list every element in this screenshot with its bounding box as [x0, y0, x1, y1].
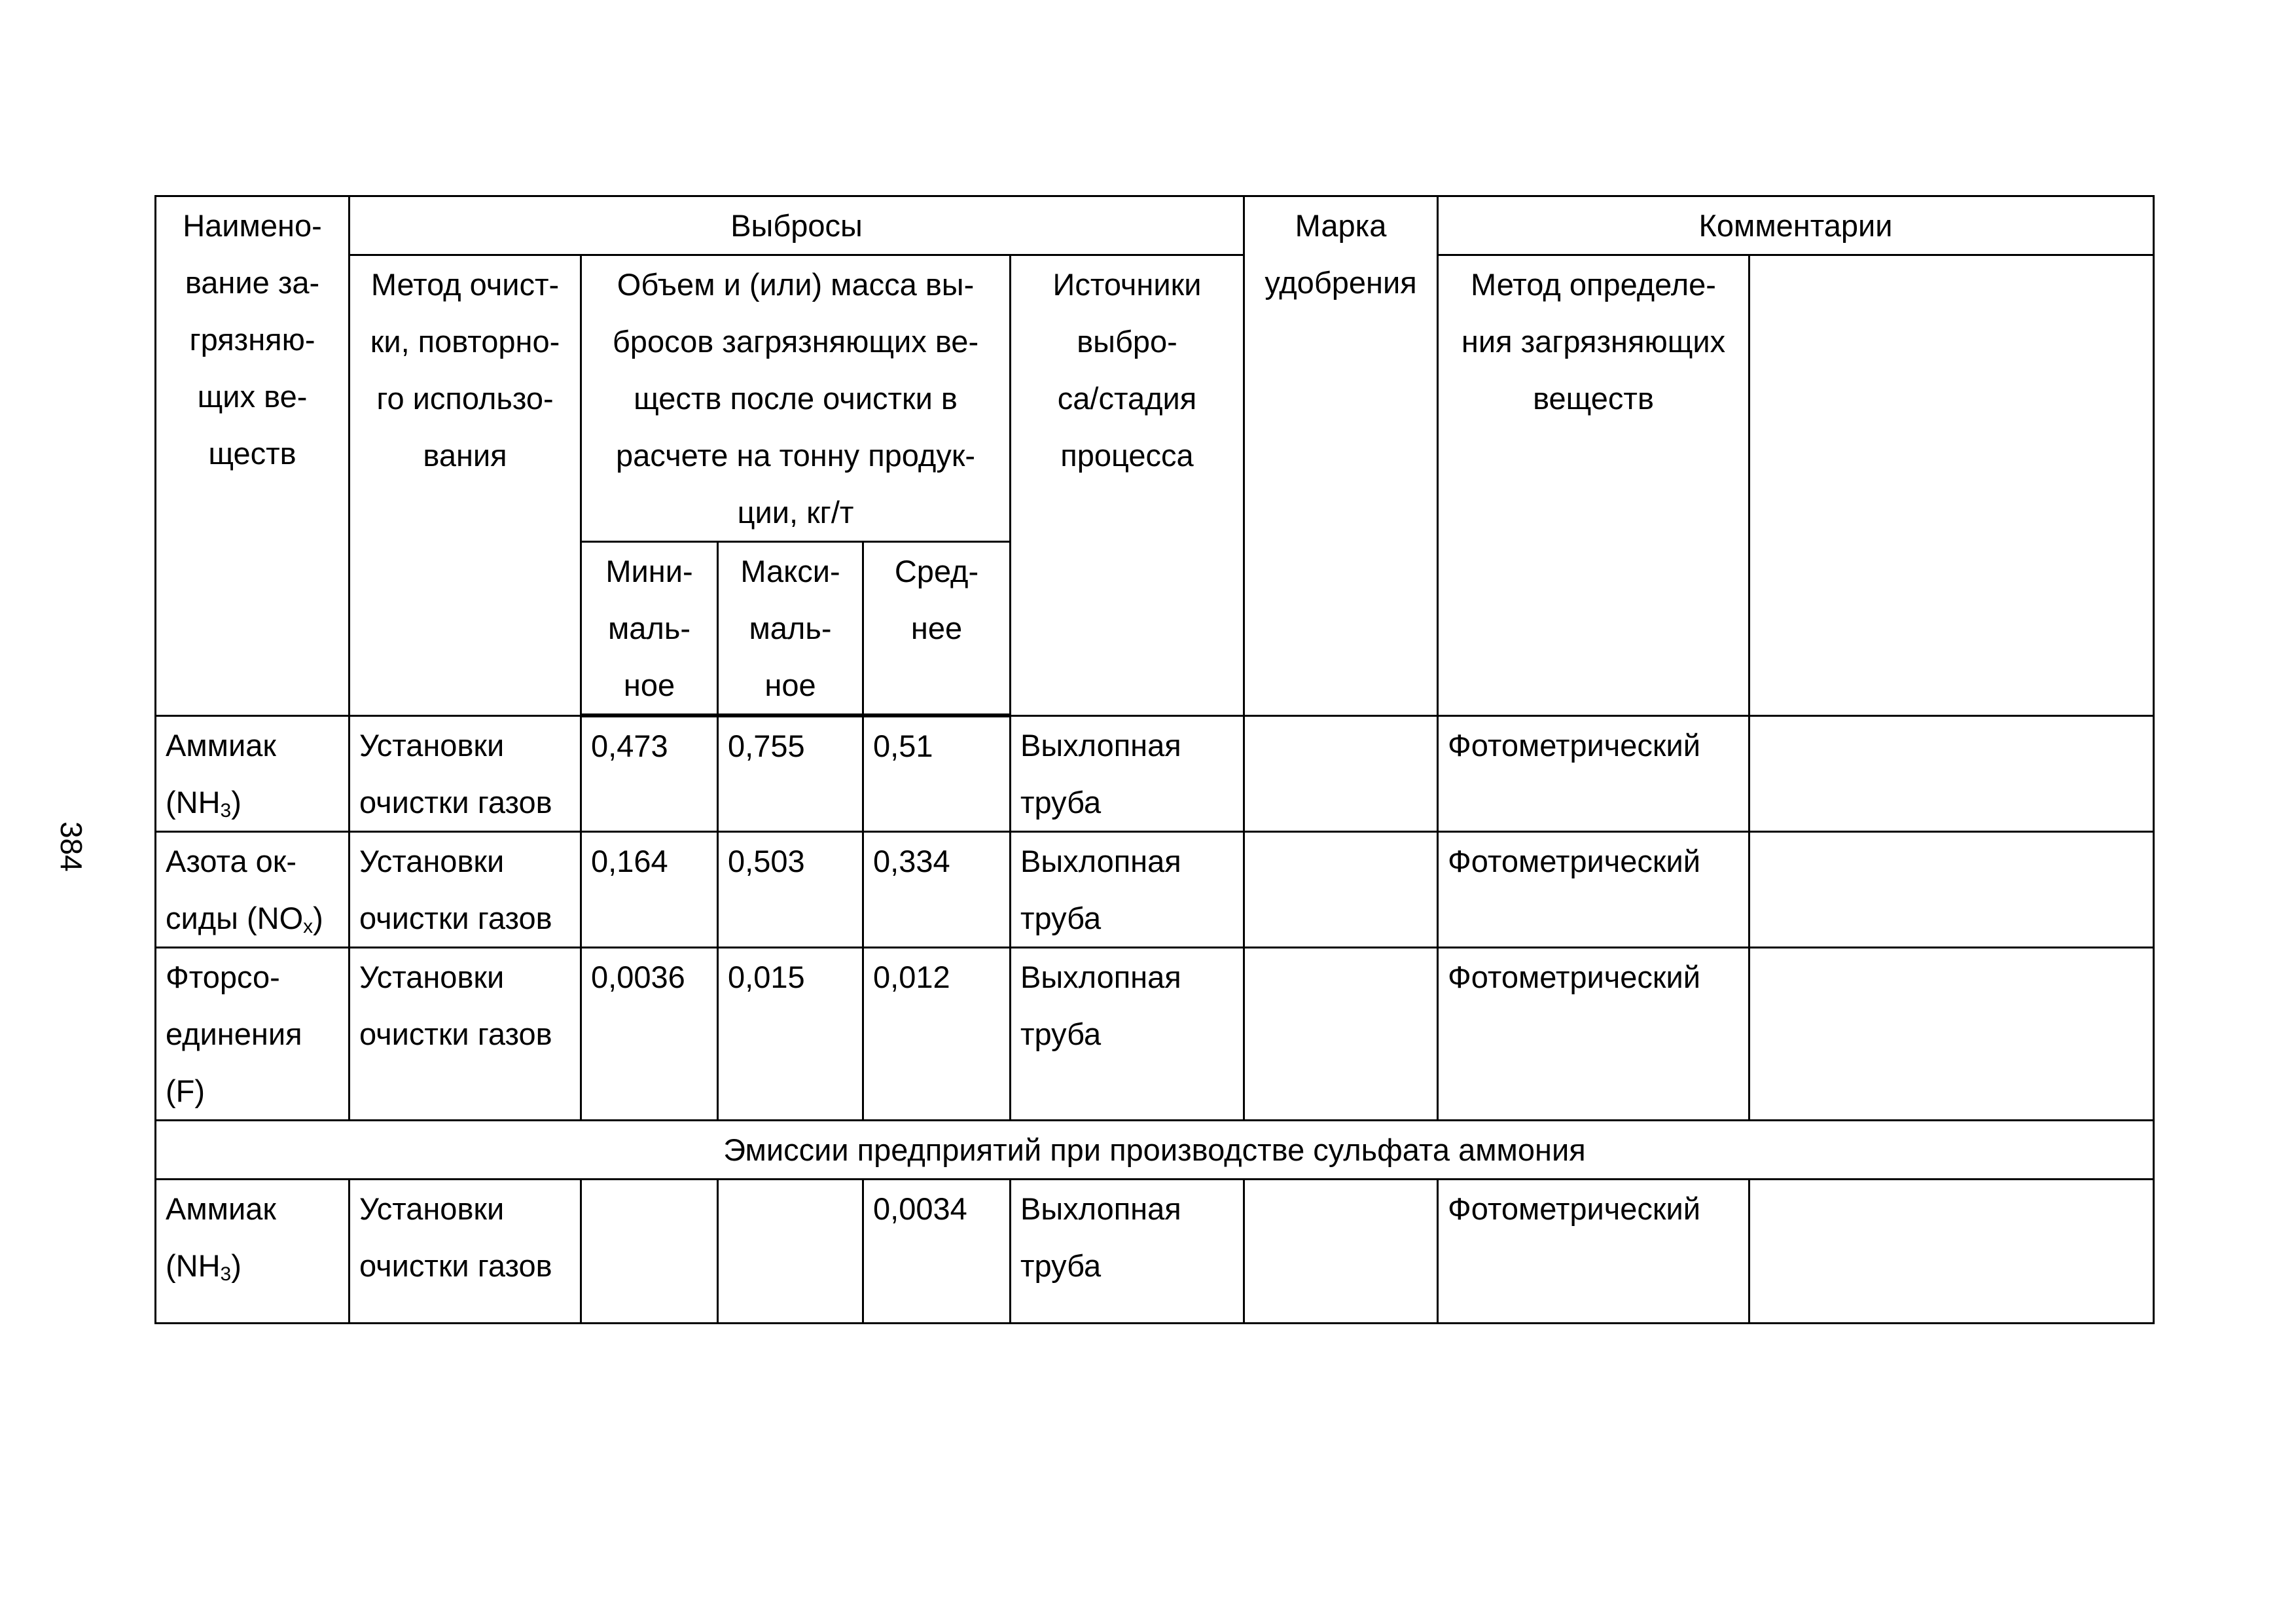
- pollutant-name: Аммиак $(NH_3)$: [156, 715, 350, 831]
- emission-source: Выхлопная труба: [1011, 831, 1244, 947]
- header-minimum: Мини- маль- ное: [581, 542, 718, 716]
- cleaning-method: Установки очистки газов: [350, 947, 581, 1120]
- header-average: Сред- нее: [863, 542, 1011, 716]
- table-row: [156, 831, 2154, 947]
- header-empty-cell: [1749, 255, 2154, 716]
- avg-value: 0,334: [863, 831, 1011, 947]
- comment-cell: [1749, 715, 2154, 831]
- min-value: 0,473: [581, 715, 718, 831]
- pollutant-name: Аммиак $(NH_3)$: [156, 1179, 350, 1323]
- fertilizer-grade: [1244, 1179, 1438, 1323]
- pollutant-name: Азота ок- сиды $(NO_x)$: [156, 831, 350, 947]
- max-value: 0,755: [718, 715, 863, 831]
- emission-source: Выхлопная труба: [1011, 947, 1244, 1120]
- avg-value: 0,0034: [863, 1179, 1011, 1323]
- comment-cell: [1749, 1179, 2154, 1323]
- min-value: [581, 1179, 718, 1323]
- header-fertilizer-grade: Марка удобрения: [1244, 196, 1438, 716]
- avg-value: 0,012: [863, 947, 1011, 1120]
- fertilizer-grade: [1244, 831, 1438, 947]
- header-maximum: Макси- маль- ное: [718, 542, 863, 716]
- determination-method: Фотометрический: [1438, 715, 1749, 831]
- section-title: Эмиссии предприятий при производстве сульфата аммония: [156, 1120, 2154, 1179]
- header-determination-method: Метод определе- ния загрязняющих веществ: [1438, 255, 1749, 716]
- header-pollutant-name: Наимено- вание за- грязняю- щих ве- ществ: [156, 196, 350, 716]
- fertilizer-grade: [1244, 715, 1438, 831]
- table-row: [156, 947, 2154, 1120]
- cleaning-method: Установки очистки газов: [350, 715, 581, 831]
- pollutant-name: Фторсо- единения (F): [156, 947, 350, 1120]
- emission-source: Выхлопная труба: [1011, 1179, 1244, 1323]
- header-comments: Комментарии: [1438, 196, 2154, 255]
- fertilizer-grade: [1244, 947, 1438, 1120]
- determination-method: Фотометрический: [1438, 1179, 1749, 1323]
- header-volume-mass: Объем и (или) масса вы- бросов загрязняющих ве- ществ после очистки в расчете на тонну продук- ции, кг/т: [581, 255, 1011, 542]
- table-row: [156, 1179, 2154, 1323]
- header-emissions: Выбросы: [350, 196, 1244, 255]
- cleaning-method: Установки очистки газов: [350, 831, 581, 947]
- determination-method: Фотометрический: [1438, 947, 1749, 1120]
- page-number: 384: [54, 821, 88, 872]
- min-value: 0,0036: [581, 947, 718, 1120]
- determination-method: Фотометрический: [1438, 831, 1749, 947]
- max-value: [718, 1179, 863, 1323]
- max-value: 0,503: [718, 831, 863, 947]
- min-value: 0,164: [581, 831, 718, 947]
- emissions-table: [154, 195, 2155, 1324]
- cleaning-method: Установки очистки газов: [350, 1179, 581, 1323]
- comment-cell: [1749, 831, 2154, 947]
- emission-source: Выхлопная труба: [1011, 715, 1244, 831]
- comment-cell: [1749, 947, 2154, 1120]
- header-cleaning-method: Метод очист- ки, повторно- го использо- вания: [350, 255, 581, 716]
- header-sources: Источники выбро- са/стадия процесса: [1011, 255, 1244, 716]
- avg-value: 0,51: [863, 715, 1011, 831]
- max-value: 0,015: [718, 947, 863, 1120]
- table-row: [156, 715, 2154, 831]
